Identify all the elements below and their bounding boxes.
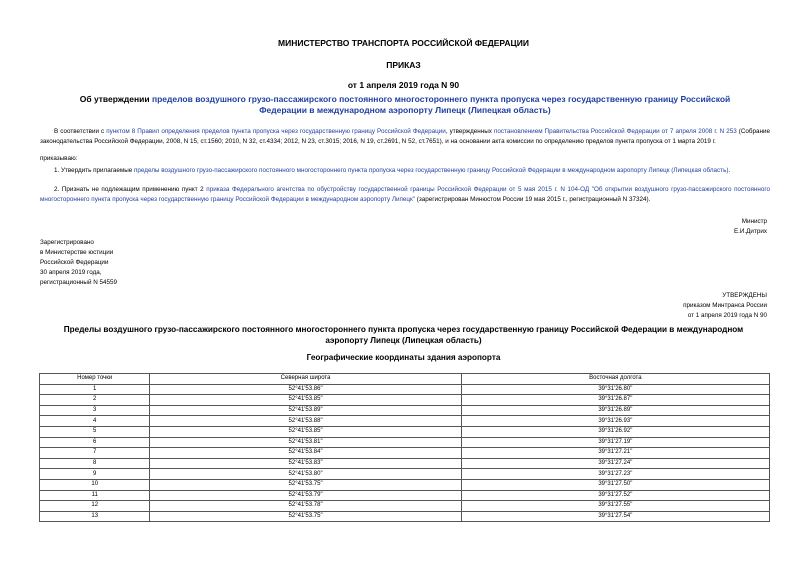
agency-order-link[interactable]: приказа Федерального агентства по обустройству государственной границы Российской Федерации от 5 мая 2015 г. N 104-ОД "Об открытии воздушного грузо-пассажирского постоянного многостороннего пункта пропуска через государственную границу Российской Федерации в международном аэропорту Липецк" [40, 186, 770, 203]
title-link[interactable]: пределов воздушного грузо-пассажирского постоянного многостороннего пункта пропуска через государственную границу Российской Федерации в международном аэропорту Липецк (Липецкая область) [151, 94, 731, 115]
annex-title: Пределы воздушного грузо-пассажирского постоянного многостороннего пункта пропуска через государственную границу Российской Федерации в международном аэропорту Липецк (Липецкая область) [63, 325, 744, 345]
title-prefix: Об утверждении [79, 94, 152, 104]
annex-subtitle: Географические координаты здания аэропорта [306, 353, 501, 362]
cell-longitude: 39°31'27.19" [461, 437, 769, 448]
cell-longitude: 39°31'26.93" [461, 416, 769, 427]
cell-point-number: 1 [40, 384, 150, 395]
cell-longitude: 39°31'26.80" [461, 384, 769, 395]
cell-latitude: 52°41'53.83" [150, 458, 461, 469]
cell-latitude: 52°41'53.75" [150, 511, 461, 522]
cell-point-number: 12 [40, 501, 150, 512]
cell-point-number: 7 [40, 448, 150, 459]
cell-longitude: 39°31'27.23" [461, 469, 769, 480]
column-header-latitude: Северная широта [150, 374, 461, 385]
cell-point-number: 6 [40, 437, 150, 448]
doc-type: ПРИКАЗ [386, 60, 421, 70]
table-row [40, 511, 770, 522]
p3-text-a: 1. Утвердить прилагаемые [54, 167, 134, 174]
cell-longitude: 39°31'27.21" [461, 448, 769, 459]
ministry-heading: МИНИСТЕРСТВО ТРАНСПОРТА РОССИЙСКОЙ ФЕДЕРАЦИИ [278, 38, 529, 48]
signature-block [734, 217, 767, 237]
table-row [40, 469, 770, 480]
table-header-row [40, 374, 770, 385]
approval-block [683, 291, 767, 321]
cell-latitude: 52°41'53.88" [150, 416, 461, 427]
order-title [70, 94, 740, 116]
item-1-paragraph [40, 166, 770, 176]
cell-latitude: 52°41'53.80" [150, 469, 461, 480]
doc-date-number: от 1 апреля 2019 года N 90 [347, 80, 460, 90]
cell-latitude: 52°41'53.85" [150, 395, 461, 406]
registration-line: регистрационный N 54559 [40, 279, 118, 286]
column-header-point: Номер точки [40, 374, 150, 385]
table-row [40, 426, 770, 437]
table-row [40, 405, 770, 416]
registration-line: в Министерстве юстиции [40, 249, 114, 256]
order-word: приказываю: [40, 155, 78, 162]
coordinates-table [39, 373, 770, 522]
cell-latitude: 52°41'53.79" [150, 490, 461, 501]
table-row [40, 479, 770, 490]
item-2-paragraph [40, 185, 770, 204]
cell-longitude: 39°31'26.87" [461, 395, 769, 406]
table-row [40, 458, 770, 469]
approval-line: от 1 апреля 2019 года N 90 [687, 312, 767, 319]
cell-point-number: 3 [40, 405, 150, 416]
column-header-longitude: Восточная долгота [461, 374, 769, 385]
cell-longitude: 39°31'27.50" [461, 479, 769, 490]
cell-latitude: 52°41'53.84" [150, 448, 461, 459]
registration-line: Зарегистрировано [40, 239, 94, 246]
government-decree-link[interactable]: постановлением Правительства Российской Федерации от 7 апреля 2008 г. N 253 [493, 128, 737, 135]
cell-point-number: 11 [40, 490, 150, 501]
p1-text-c: (Собрание законодательства Российской Федерации, 2008, N 15, ст.1560; 2010, N 32, ст.4334; 2012, N 23, ст.3015; 2016, N 19, ст.2691, N 52, ст.7651), и на основании акта комиссии по определению пределов пункта пропуска от 1 марта 2019 г. [40, 128, 771, 145]
p4-text-b: (зарегистрирован Минюстом России 19 мая 2015 г., регистрационный N 37324). [415, 195, 651, 203]
cell-latitude: 52°41'53.89" [150, 405, 461, 416]
approval-line: УТВЕРЖДЕНЫ [722, 292, 767, 299]
cell-longitude: 39°31'26.92" [461, 426, 769, 437]
cell-point-number: 8 [40, 458, 150, 469]
table-row [40, 437, 770, 448]
cell-point-number: 5 [40, 426, 150, 437]
cell-latitude: 52°41'53.75" [150, 479, 461, 490]
table-row [40, 490, 770, 501]
registration-line: 30 апреля 2019 года, [40, 269, 102, 276]
p4-text-a: 2. Признать не подлежащим применению пункт 2 [54, 186, 207, 193]
cell-longitude: 39°31'26.89" [461, 405, 769, 416]
p1-text-a: В соответствии с [54, 128, 107, 135]
approval-line: приказом Минтранса России [683, 302, 767, 309]
signature-position: Министр [741, 218, 767, 225]
registration-block [40, 238, 117, 288]
cell-point-number: 2 [40, 395, 150, 406]
p1-text-b: , утвержденных [445, 128, 494, 135]
table-row [40, 501, 770, 512]
table-row [40, 395, 770, 406]
preamble-paragraph [40, 127, 770, 146]
registration-line: Российской Федерации [40, 259, 109, 266]
cell-point-number: 4 [40, 416, 150, 427]
signature-name: Е.И.Дитрих [733, 228, 767, 235]
cell-latitude: 52°41'53.81" [150, 437, 461, 448]
cell-longitude: 39°31'27.54" [461, 511, 769, 522]
cell-point-number: 10 [40, 479, 150, 490]
cell-point-number: 13 [40, 511, 150, 522]
cell-latitude: 52°41'53.78" [150, 501, 461, 512]
cell-point-number: 9 [40, 469, 150, 480]
table-row [40, 384, 770, 395]
cell-longitude: 39°31'27.55" [461, 501, 769, 512]
table-row [40, 416, 770, 427]
cell-longitude: 39°31'27.24" [461, 458, 769, 469]
table-row [40, 448, 770, 459]
cell-latitude: 52°41'53.86" [150, 384, 461, 395]
cell-latitude: 52°41'53.85" [150, 426, 461, 437]
rules-link[interactable]: пунктом 8 Правил определения пределов пункта пропуска через государственную границу Российской Федерации [106, 128, 446, 135]
limits-link[interactable]: пределы воздушного грузо-пассажирского постоянного многостороннего пункта пропуска через государственную границу Российской Федерации в международном аэропорту Липецк (Липецкая область) [134, 167, 729, 174]
p3-text-b: . [728, 167, 731, 174]
cell-longitude: 39°31'27.52" [461, 490, 769, 501]
